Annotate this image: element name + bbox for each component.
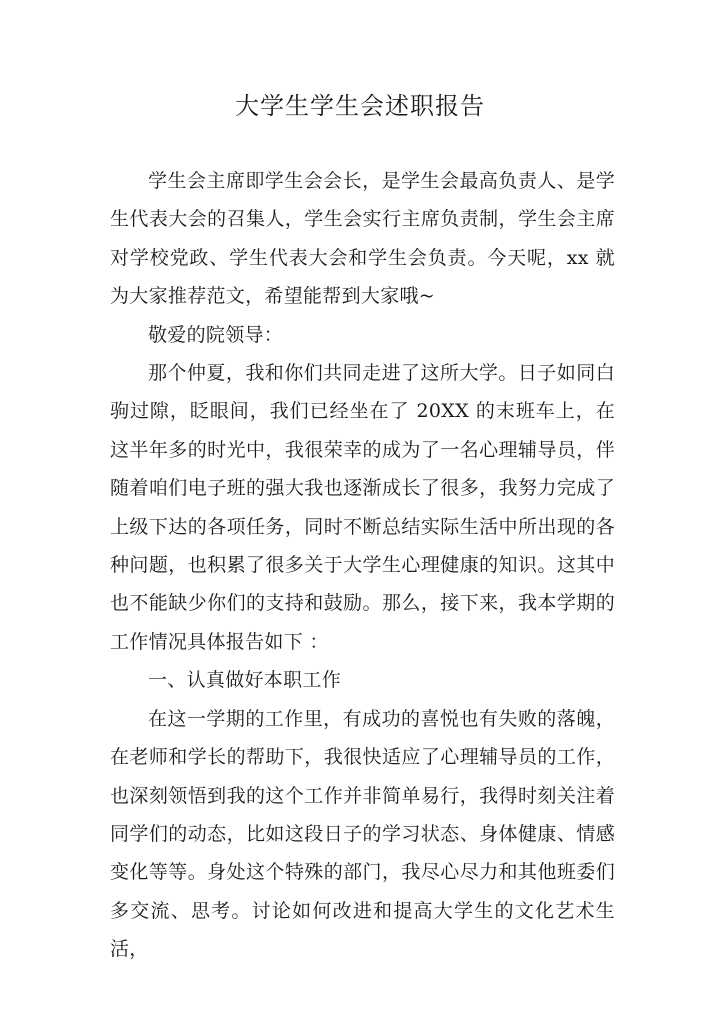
document-body	[110, 162, 615, 969]
document-title: 大学生学生会述职报告	[235, 92, 485, 120]
body-paragraph: 那个仲夏，我和你们共同走进了这所大学。日子如同白驹过隙，眨眼间，我们已经坐在了 20XX 的末班车上，在这半年多的时光中，我很荣幸的成为了一名心理辅导员，伴随着咱们电子班的强大我也逐渐成长了很多，我努力完成了上级下达的各项任务，同时不断总结实际生活中所出现的各种问题，也积累了很多关于大学生心理健康的知识。这其中也不能缺少你们的支持和鼓励。那么，接下来，我本学期的工作情况具体报告如下 ：	[110, 362, 615, 653]
intro-paragraph: 学生会主席即学生会会长，是学生会最高负责人、是学生代表大会的召集人，学生会实行主席负责制，学生会主席对学校党政、学生代表大会和学生会负责。今天呢，xx 就为大家推荐范文，希望能帮到大家哦~	[110, 170, 615, 308]
body-paragraph: 在这一学期的工作里，有成功的喜悦也有失败的落魄，在老师和学长的帮助下，我很快适应了心理辅导员的工作，也深刻领悟到我的这个工作并非简单易行，我得时刻关注着同学们的动态，比如这段日子的学习状态、身体健康、情感变化等等。身处这个特殊的部门，我尽心尽力和其他班委们多交流、思考。讨论如何改进和提高大学生的文化艺术生活，	[110, 707, 615, 961]
section-heading: 一、认真做好本职工作	[148, 669, 342, 692]
salutation: 敬爱的院领导：	[148, 323, 284, 346]
